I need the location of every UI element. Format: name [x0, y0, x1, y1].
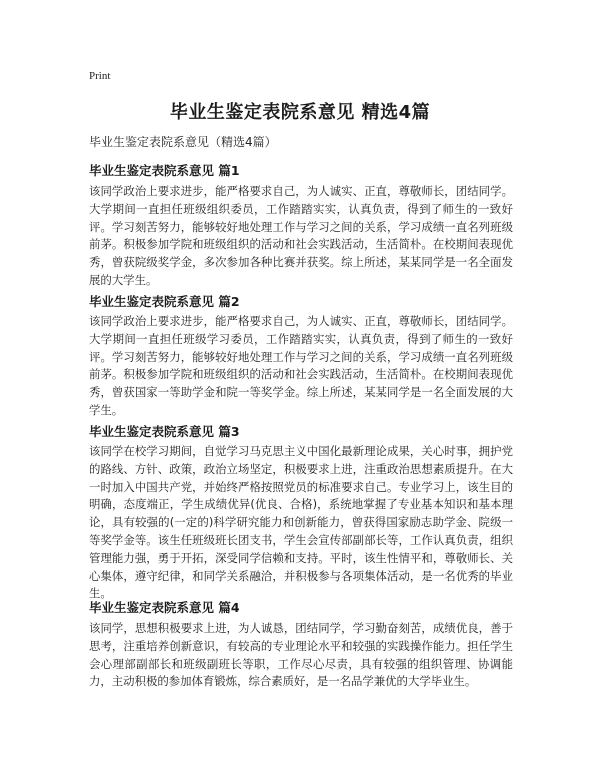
section-body-1: 该同学政治上要求进步，能严格要求自己，为人诚实、正直，尊敬师长，团结同学。大学期间一直担任班级组织委员，工作踏踏实实，认真负责，得到了师生的一致好评。学习刻苦努力，能够较好地处理工作与学习之间的关系，学习成绩一直名列班级前茅。积极参加学院和班级组织的活动和社会实践活动，生活简朴。在校期间表现优秀，曾获院级奖学金，多次参加各种比赛并获奖。综上所述，某某同学是一名全面发展的大学生。	[89, 184, 513, 287]
section-body-2: 该同学政治上要求进步，能严格要求自己，为人诚实、正直，尊敬师长，团结同学。大学期间一直担任班级学习委员，工作踏踏实实，认真负责，得到了师生的一致好评。学习刻苦努力，能够较好地处理工作与学习之间的关系，学习成绩一直名列班级前茅。积极参加学院和班级组织的活动和社会实践活动，生活简朴。在校期间表现优秀，曾获国家一等助学金和院一等奖学金。综上所述，某某同学是一名全面发展的大学生。	[89, 314, 513, 417]
document-title: 毕业生鉴定表院系意见 精选4篇	[169, 102, 431, 123]
section-heading-4: 毕业生鉴定表院系意见 篇4	[89, 600, 240, 615]
print-link[interactable]: Print	[89, 70, 111, 82]
section-heading-3: 毕业生鉴定表院系意见 篇3	[89, 424, 240, 439]
section-heading-1: 毕业生鉴定表院系意见 篇1	[89, 163, 240, 178]
section-body-4: 该同学，思想积极要求上进，为人诚恳，团结同学，学习勤奋刻苦，成绩优良，善于思考，注重培养创新意识，有较高的专业理论水平和较强的实践操作能力。担任学生会心理部副部长和班级副班长等职，工作尽心尽责，具有较强的组织管理、协调能力，主动积极的参加体育锻炼，综合素质好，是一名品学兼优的大学毕业生。	[89, 621, 513, 689]
section-body-3: 该同学在校学习期间，自觉学习马克思主义中国化最新理论成果，关心时事，拥护党的路线、方针、政策，政治立场坚定，积极要求上进，注重政治思想素质提升。在大一时加入中国共产党，并始终严格按照党员的标准要求自己。专业学习上，该生目的明确，态度端正，学生成绩优异(优良、合格)，系统地掌握了专业基本知识和基本理论，具有较强的(一定的)科学研究能力和创新能力，曾获得国家励志助学金、院级一等奖学金等。该生任班级班长团支书，学生会宣传部副部长等，工作认真负责，组织管理能力强，勇于开拓，深受同学信赖和支持。平时，该生性情平和，尊敬师长、关心集体，遵守纪律，和同学关系融洽，并积极参与各项集体活动，是一名优秀的毕业生。	[89, 444, 513, 601]
section-heading-2: 毕业生鉴定表院系意见 篇2	[89, 294, 240, 309]
document-subtitle: 毕业生鉴定表院系意见（精选4篇）	[89, 135, 277, 149]
